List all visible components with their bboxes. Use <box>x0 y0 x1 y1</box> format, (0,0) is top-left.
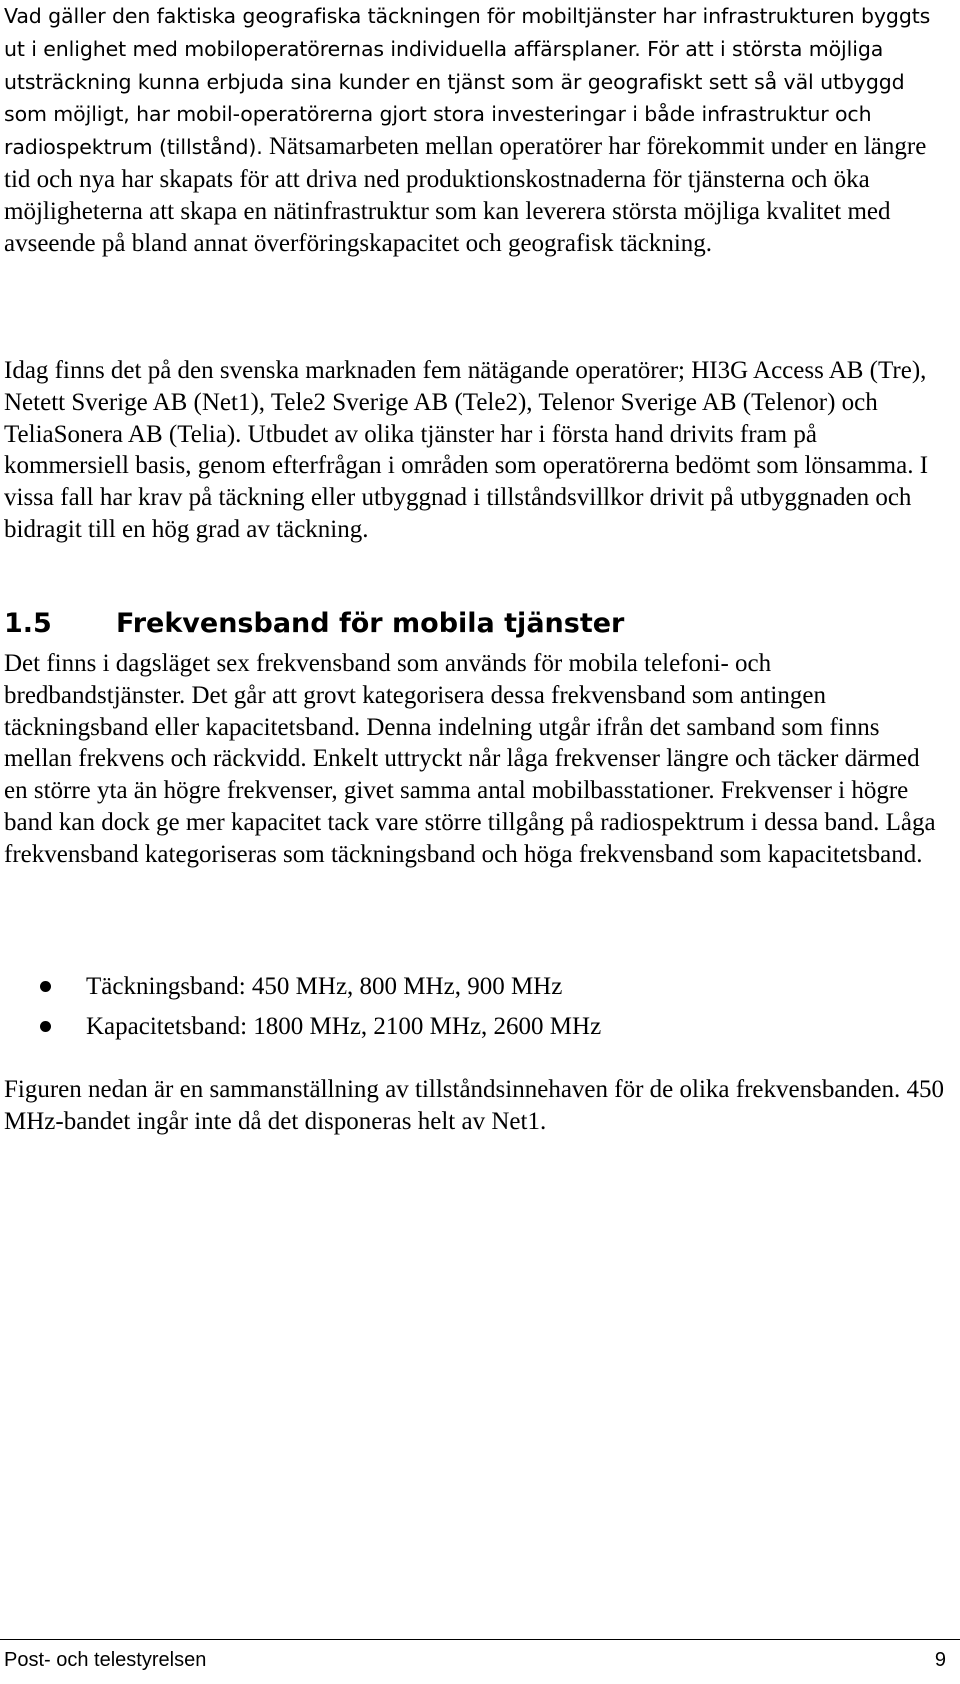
band-list <box>0 971 940 1051</box>
paragraph-figure-intro: Figuren nedan är en sammanställning av tillståndsinnehaven för de olika frekvensbanden. 450 MHz-bandet ingår inte då det disponeras helt av Net1. <box>4 1076 945 1135</box>
paragraph-operators: Idag finns det på den svenska marknaden fem nätägande operatörer; HI3G Access AB (Tre), Netett Sverige AB (Net1), Tele2 Sverige AB (Tele2), Telenor Sverige AB (Telenor) och TeliaSonera AB (Telia). Utbudet av olika tjänster har i första hand drivits fram på kommersiell basis, genom efterfrågan i områden som operatörerna bedömt som lönsamma. I vissa fall har krav på täckning eller utbyggnad i tillståndsvillkor drivit på utbyggnaden och bidragit till en hög grad av täckning. <box>4 357 929 543</box>
section-heading <box>4 607 944 641</box>
paragraph-coverage-sans-part: Vad gäller den faktiska geografiska täckningen för mobiltjänster har infrastrukturen byggts ut i enlighet med mobiloperatörernas individuella affärsplaner. För att i största möjliga utsträckning kunna erbjuda sina kunder en tjänst som är geografiskt sett så väl utbyggd som möjligt, har mobil-operatörerna gjort stora investeringar i både infrastruktur och radiospektrum (tillstånd). <box>4 4 931 160</box>
paragraph-coverage <box>4 0 944 259</box>
paragraph-coverage-serif-part: Nätsamarbeten mellan operatörer har förekommit under en längre tid och nya har skapats för att driva ned produktionskostnaderna för tjänsterna och öka möjligheterna att skapa en nätinfrastruktur som kan leverera största möjliga kvalitet med avseende på bland annat överföringskapacitet och geografisk täckning. <box>4 133 927 257</box>
bullet-icon <box>40 981 51 992</box>
list-item-text: Kapacitetsband: 1800 MHz, 2100 MHz, 2600 MHz <box>86 1013 602 1040</box>
list-item <box>0 1011 940 1051</box>
section-number: 1.5 <box>4 608 52 639</box>
footer-divider <box>0 1639 960 1640</box>
footer-publisher: Post- och telestyrelsen <box>4 1649 207 1671</box>
list-item <box>0 971 940 1011</box>
bullet-icon <box>40 1021 51 1032</box>
paragraph-frequency-bands: Det finns i dagsläget sex frekvensband som används för mobila telefoni- och bredbandstjänster. Det går att grovt kategorisera dessa frekvensband som antingen täckningsband eller kapacitetsband. Denna indelning utgår ifrån det samband som finns mellan frekvens och räckvidd. Enkelt uttryckt når låga frekvenser längre och täcker därmed en större yta än högre frekvenser, givet samma antal mobilbasstationer. Frekvenser i högre band kan dock ge mer kapacitet tack vare större tillgång på radiospektrum i dessa band. Låga frekvensband kategoriseras som täckningsband och höga frekvensband som kapacitetsband. <box>4 650 936 868</box>
footer-page-number: 9 <box>934 1649 946 1671</box>
section-title: Frekvensband för mobila tjänster <box>116 608 625 639</box>
list-item-text: Täckningsband: 450 MHz, 800 MHz, 900 MHz <box>86 973 563 1000</box>
